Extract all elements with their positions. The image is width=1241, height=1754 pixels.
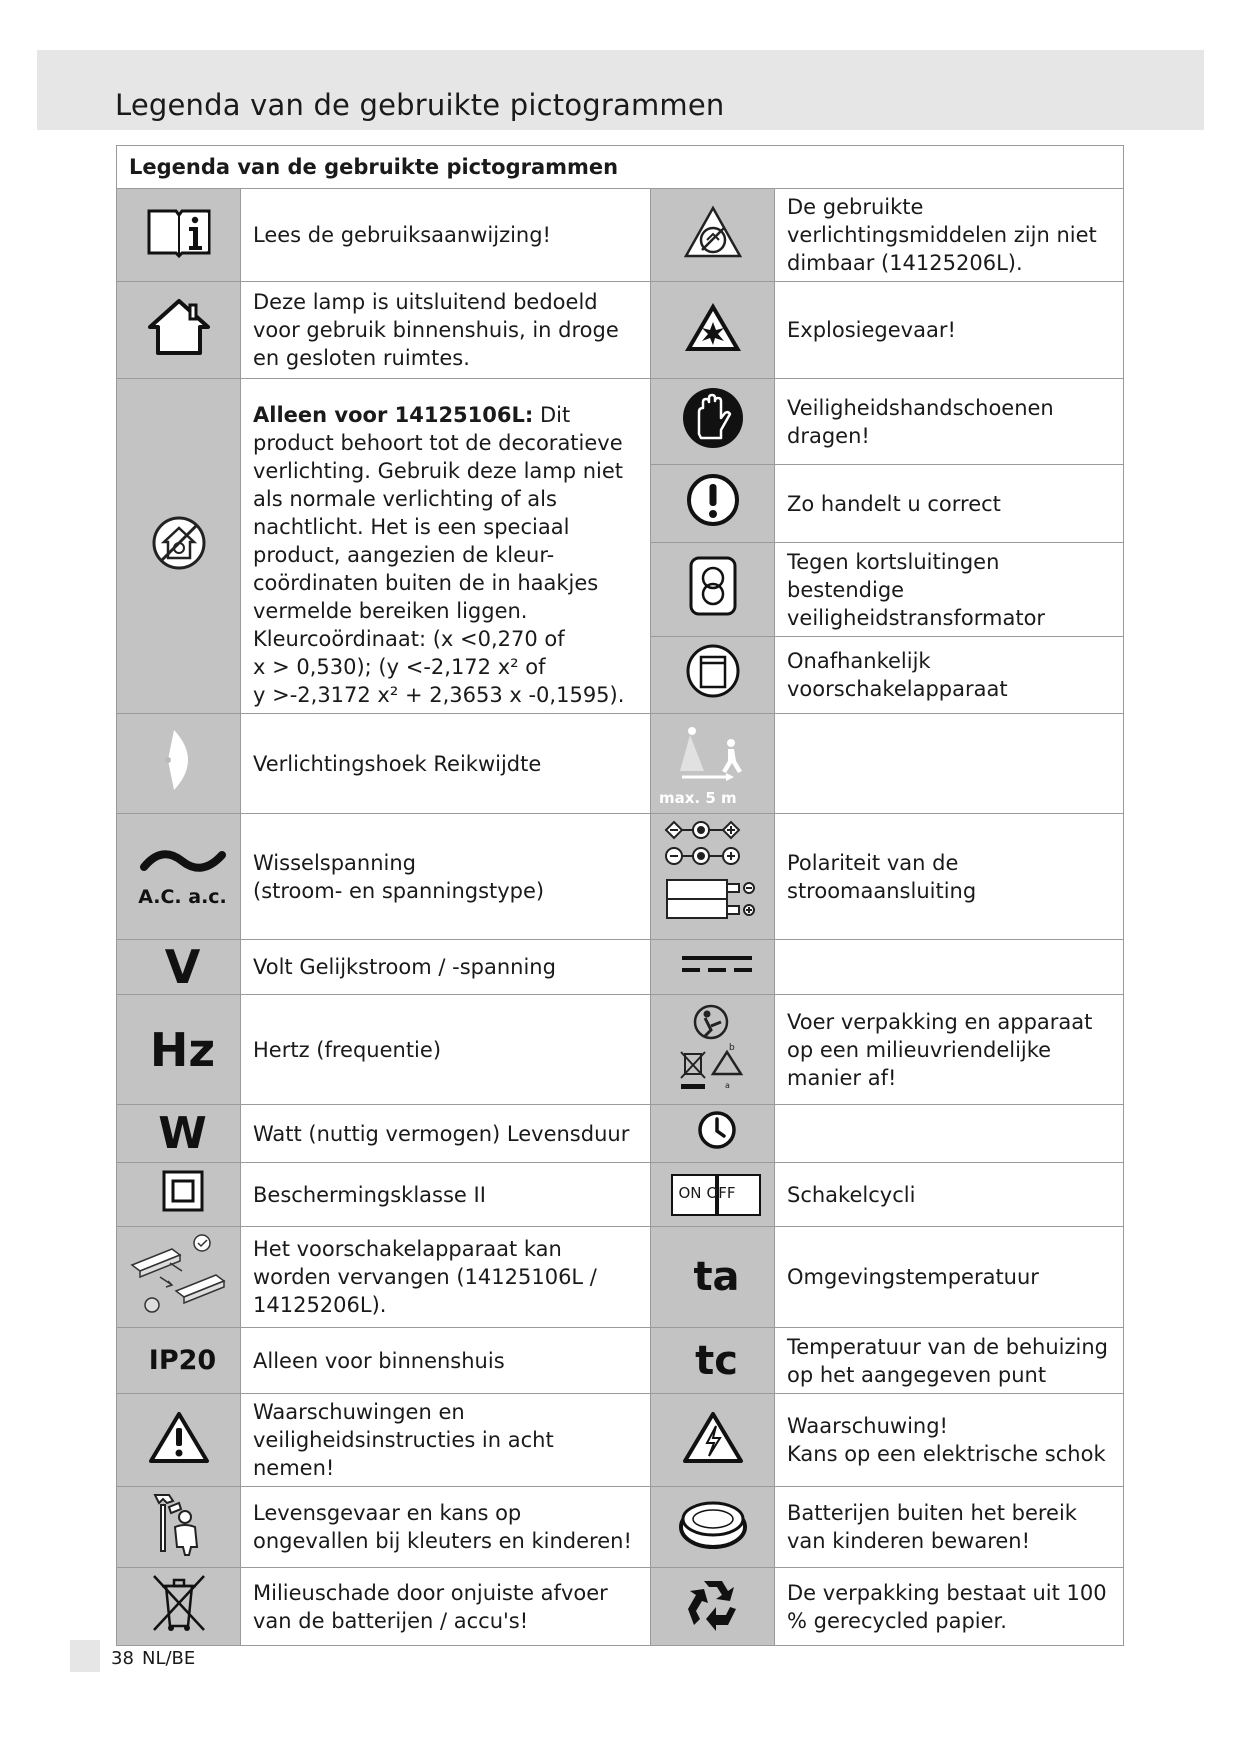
text-ambient-temperature: Omgevingstemperatuur: [775, 1227, 1124, 1328]
protection-class-icon-cell: [117, 1163, 241, 1227]
direct-current-icon: [680, 952, 754, 976]
clock-icon: [696, 1109, 738, 1151]
environmental-disposal-icon: [677, 1000, 749, 1092]
switch-cycles-icon-cell: [651, 1163, 775, 1227]
protection-class-2-icon: [161, 1169, 205, 1213]
independent-ballast-icon-cell: [651, 636, 775, 713]
text-indoor-only: Deze lamp is uitsluitend bedoeld voor gebruik binnenshuis, in droge en gesloten ruimtes.: [241, 282, 651, 379]
watt-icon: W: [158, 1107, 207, 1159]
replaceable-ballast-icon-cell: [117, 1227, 241, 1328]
disposal-icon-cell: [651, 995, 775, 1105]
text-independent-ballast: Onafhankelijk voorschakelapparaat: [775, 636, 1124, 713]
polarity-icon: [661, 818, 765, 928]
off-label: OFF: [706, 1183, 736, 1202]
table-row: [117, 1487, 1124, 1568]
ac-description: [241, 814, 651, 940]
table-header: Legenda van de gebruikte pictogrammen: [117, 146, 1124, 189]
text-current-voltage-type: (stroom- en spanningstype): [253, 878, 545, 903]
text-warnings: Waarschuwingen en veiligheidsinstructies in acht nemen!: [241, 1394, 651, 1487]
text-hertz: Hertz (frequentie): [241, 995, 651, 1105]
text-environmental-disposal: Voer verpakking en apparaat op een milieuvriendelijke manier af!: [775, 995, 1124, 1105]
ta-icon: ta: [693, 1254, 740, 1300]
table-row: [117, 814, 1124, 940]
explosion-warning-icon: [682, 300, 744, 354]
on-off-icon: [671, 1172, 763, 1218]
battery-disposal-icon-cell: [117, 1568, 241, 1646]
replaceable-ballast-icon: [124, 1231, 234, 1317]
table-row: [117, 714, 1124, 814]
text-warning: Waarschuwing!: [787, 1414, 948, 1438]
hertz-icon-cell: [117, 995, 241, 1105]
electric-shock-icon-cell: [651, 1394, 775, 1487]
case-temp-icon-cell: [651, 1328, 775, 1394]
ac-icon-cell: [117, 814, 241, 940]
text-decorative-light: Dit product behoort tot de decoratieve verlichting. Gebruik deze lamp niet als normale verlichting of als nachtlicht. Het is een speciaal product, aangezien de kleur-coördinaten buiten de in haakjes vermelde bereiken liggen.: [253, 403, 624, 623]
beam-angle-icon-cell: [117, 714, 241, 814]
text-correct-handling: Zo handelt u correct: [775, 465, 1124, 543]
house-icon: [146, 297, 212, 357]
text-safety-gloves: Veiligheidshandschoenen dragen!: [775, 379, 1124, 465]
language-code: NL/BE: [142, 1648, 196, 1669]
table-row: [117, 940, 1124, 995]
electric-shock-description: [775, 1394, 1124, 1487]
text-electric-shock: Kans op een elektrische schok: [787, 1442, 1106, 1466]
ip20-icon-cell: [117, 1328, 241, 1394]
text-safety-transformer: Tegen kortsluitingen bestendige veiligheidstransformator: [775, 543, 1124, 636]
text-recycled-paper: De verpakking bestaat uit 100 % gerecycled papier.: [775, 1568, 1124, 1646]
no-household-lighting-icon: [150, 514, 208, 572]
child-hazard-icon: [151, 1491, 207, 1557]
text-coordinate-2: x > 0,530); (y <-2,172 x² of: [253, 655, 546, 679]
text-explosion: Explosiegevaar!: [775, 282, 1124, 379]
button-battery-icon: [677, 1497, 749, 1551]
explosion-icon-cell: [651, 282, 775, 379]
text-beam-angle-range: Verlichtingshoek Reikwijdte: [241, 714, 651, 814]
motion-detection-range-icon: [668, 721, 758, 783]
volt-icon: V: [164, 940, 201, 994]
transformer-icon-cell: [651, 543, 775, 636]
text-case-temperature: Temperatuur van de behuizing op het aangegeven punt: [775, 1328, 1124, 1394]
manual-icon-cell: [117, 189, 241, 282]
table-row: [117, 189, 1124, 282]
tc-icon: tc: [695, 1337, 738, 1384]
text-empty-r8: [775, 1105, 1124, 1163]
ambient-temp-icon-cell: [651, 1227, 775, 1328]
text-battery-disposal: Milieuschade door onjuiste afvoer van de batterijen / accu's!: [241, 1568, 651, 1646]
table-row: [117, 282, 1124, 379]
hertz-icon: Hz: [149, 1022, 216, 1077]
legend-table: [116, 145, 1124, 1646]
watt-icon-cell: [117, 1105, 241, 1163]
detection-range-icon-cell: [651, 714, 775, 814]
table-row: [117, 1163, 1124, 1227]
page-title: Legenda van de gebruikte pictogrammen: [115, 88, 725, 122]
text-alternating-voltage: Wisselspanning: [253, 850, 417, 875]
text-child-hazard: Levensgevaar en kans op ongevallen bij kleuters en kinderen!: [241, 1487, 651, 1568]
indoor-icon-cell: [117, 282, 241, 379]
not-dimmable-icon: [682, 204, 744, 260]
table-row: [117, 1394, 1124, 1487]
page-number: 38: [111, 1648, 134, 1669]
ip20-icon: IP20: [148, 1344, 217, 1376]
table-row: [117, 1328, 1124, 1394]
table-row: [117, 1227, 1124, 1328]
text-keep-batteries: Batterijen buiten het bereik van kinderen bewaren!: [775, 1487, 1124, 1568]
recycling-icon: [684, 1575, 742, 1631]
text-switch-cycles: Schakelcycli: [775, 1163, 1124, 1227]
lifetime-icon-cell: [651, 1105, 775, 1163]
text-polarity: Polariteit van de stroomaansluiting: [775, 814, 1124, 940]
text-volt-dc: Volt Gelijkstroom / -spanning: [241, 940, 651, 995]
volt-icon-cell: [117, 940, 241, 995]
crossed-out-bin-icon: [150, 1572, 208, 1634]
text-coordinate-1: Kleurcoördinaat: (x <0,270 of: [253, 627, 565, 651]
text-watt-lifetime: Watt (nuttig vermogen) Levensduur: [241, 1105, 651, 1163]
svg-text:b: b: [728, 1043, 735, 1053]
text-indoor-ip20: Alleen voor binnenshuis: [241, 1328, 651, 1394]
dc-icon-cell: [651, 940, 775, 995]
beam-angle-icon: [154, 726, 204, 794]
text-coordinate-3: y >-2,3172 x² + 2,3653 x -0,1595).: [253, 683, 625, 707]
text-read-manual: Lees de gebruiksaanwijzing!: [241, 189, 651, 282]
not-dimmable-icon-cell: [651, 189, 775, 282]
alternating-current-icon: [140, 845, 226, 879]
text-not-dimmable: De gebruikte verlichtingsmiddelen zijn niet dimbaar (14125206L).: [775, 189, 1124, 282]
warning-icon-cell: [117, 1394, 241, 1487]
table-row: [117, 379, 1124, 465]
table-row: [117, 1105, 1124, 1163]
short-circuit-proof-transformer-icon: [688, 555, 738, 617]
ac-label: A.C. a.c.: [138, 886, 227, 908]
text-replaceable-ballast: Het voorschakelapparaat kan worden vervangen (14125106L / 14125206L).: [241, 1227, 651, 1328]
text-empty-r4: [775, 714, 1124, 814]
on-label: ON: [678, 1183, 702, 1202]
safety-gloves-icon: [681, 386, 745, 450]
decorative-light-icon-cell: [117, 379, 241, 714]
detection-range-label: max. 5 m: [659, 789, 737, 807]
exclamation-circle-icon: [685, 472, 741, 528]
independent-ballast-icon: [685, 643, 741, 699]
warning-triangle-icon: [148, 1410, 210, 1464]
text-model-bold: Alleen voor 14125106L:: [253, 403, 534, 427]
svg-text:a: a: [724, 1081, 730, 1090]
polarity-icon-cell: [651, 814, 775, 940]
text-empty-r6: [775, 940, 1124, 995]
correct-handling-icon-cell: [651, 465, 775, 543]
read-manual-icon: [146, 205, 212, 259]
gloves-icon-cell: [651, 379, 775, 465]
decorative-light-description: [241, 379, 651, 714]
electric-shock-icon: [682, 1410, 744, 1464]
text-protection-class: Beschermingsklasse II: [241, 1163, 651, 1227]
battery-icon-cell: [651, 1487, 775, 1568]
child-danger-icon-cell: [117, 1487, 241, 1568]
table-row: [117, 1568, 1124, 1646]
table-row: [117, 995, 1124, 1105]
recycled-paper-icon-cell: [651, 1568, 775, 1646]
footer-marker: [70, 1640, 100, 1672]
